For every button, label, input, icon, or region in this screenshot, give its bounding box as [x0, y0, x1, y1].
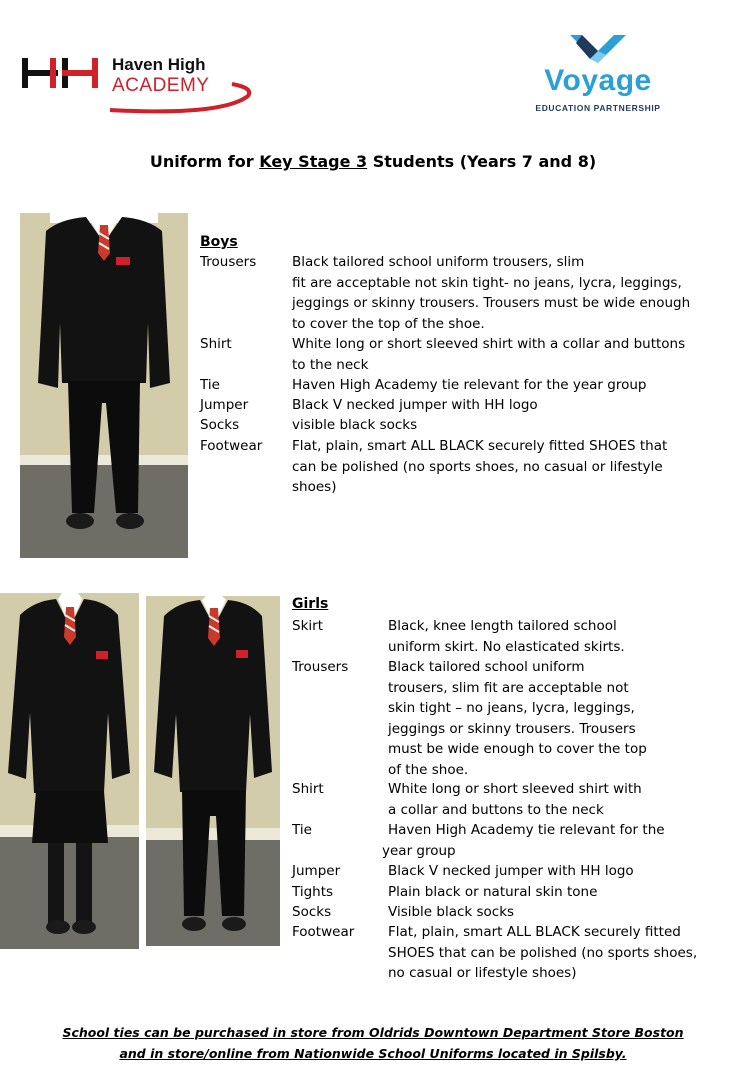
voyage-logo-subtitle: EDUCATION PARTNERSHIP: [535, 103, 661, 113]
girls-item-description-line: White long or short sleeved shirt with: [388, 781, 642, 797]
boys-item-description-line: can be polished (no sports shoes, no casual or lifestyle: [292, 458, 663, 475]
girls-item-label: Socks: [292, 904, 332, 920]
girls-item-description-line: skin tight – no jeans, lycra, leggings,: [388, 700, 635, 716]
girls-skirt-uniform-photo: [0, 593, 139, 949]
girls-item-description-line: of the shoe.: [388, 761, 469, 778]
boys-item-description-line: shoes): [292, 479, 337, 495]
voyage-logo-name: Voyage: [544, 64, 652, 97]
boys-item-description-line: jeggings or skinny trousers. Trousers must be wide enough: [292, 295, 691, 311]
boys-item-description-line: fit are acceptable not skin tight- no jeans, lycra, leggings,: [292, 274, 682, 291]
girls-item-label: Shirt: [292, 781, 324, 797]
boys-item-description-line: White long or short sleeved shirt with a collar and buttons: [292, 336, 686, 352]
girls-item-label: Footwear: [292, 924, 355, 940]
girls-item-description-line: no casual or lifestyle shoes): [388, 965, 577, 981]
girls-item-description-line: year group: [382, 842, 456, 859]
hh-logo-academy: ACADEMY: [112, 75, 210, 96]
girls-item-description-line: Black V necked jumper with HH logo: [388, 863, 634, 879]
girls-item-description-line: uniform skirt. No elasticated skirts.: [388, 638, 625, 655]
girls-item-description-line: SHOES that can be polished (no sports shoes,: [388, 944, 698, 961]
girls-item-description-line: Flat, plain, smart ALL BLACK securely fitted: [388, 924, 681, 940]
girls-item-description-line: jeggings or skinny trousers. Trousers: [388, 720, 636, 737]
girls-item-description-line: Plain black or natural skin tone: [388, 884, 598, 900]
girls-item-description-line: Black, knee length tailored school: [388, 618, 617, 634]
title-key-stage: Key Stage 3: [259, 152, 368, 171]
girls-item-description-line: Visible black socks: [388, 904, 515, 920]
page-title: [0, 152, 746, 171]
title-suffix: Students (Years 7 and 8): [367, 152, 597, 171]
boys-item-label: Tie: [200, 377, 220, 393]
boys-item-description-line: Haven High Academy tie relevant for the year group: [292, 377, 647, 393]
girls-item-label: Tights: [292, 884, 334, 900]
boys-item-description-line: Black V necked jumper with HH logo: [292, 397, 538, 413]
girls-item-label: Skirt: [292, 618, 323, 634]
boys-item-label: Footwear: [200, 438, 263, 454]
footer-line-1: School ties can be purchased in store from Oldrids Downtown Department Store Boston: [62, 1025, 684, 1040]
footer-note: [0, 1022, 746, 1064]
hh-logo-name: Haven High: [112, 55, 206, 74]
girls-item-description-line: a collar and buttons to the neck: [388, 801, 604, 818]
boys-item-description-line: Flat, plain, smart ALL BLACK securely fitted SHOES that: [292, 438, 668, 454]
boys-item-label: Socks: [200, 417, 240, 433]
girls-item-label: Jumper: [292, 863, 341, 879]
boys-item-description-line: visible black socks: [292, 417, 418, 433]
boys-item-label: Jumper: [200, 397, 249, 413]
boys-item-label: Shirt: [200, 336, 232, 352]
girls-item-description-line: trousers, slim fit are acceptable not: [388, 679, 629, 696]
girls-trousers-uniform-photo: [146, 596, 280, 946]
boys-uniform-photo: [20, 213, 188, 558]
footer-line-2: and in store/online from Nationwide School Uniforms located in Spilsby.: [119, 1046, 627, 1061]
boys-item-description-line: Black tailored school uniform trousers, slim: [292, 254, 585, 270]
girls-item-description-line: Black tailored school uniform: [388, 659, 585, 675]
boys-item-description-line: to cover the top of the shoe.: [292, 315, 485, 332]
boys-heading: Boys: [200, 234, 238, 250]
title-prefix: Uniform for: [149, 152, 260, 171]
boys-item-label: Trousers: [200, 254, 257, 270]
boys-item-description-line: to the neck: [292, 356, 369, 373]
girls-item-label: Trousers: [292, 659, 349, 675]
girls-item-description-line: must be wide enough to cover the top: [388, 741, 647, 757]
girls-heading: Girls: [292, 596, 329, 612]
girls-item-label: Tie: [292, 822, 312, 838]
girls-item-description-line: Haven High Academy tie relevant for the: [388, 822, 665, 838]
